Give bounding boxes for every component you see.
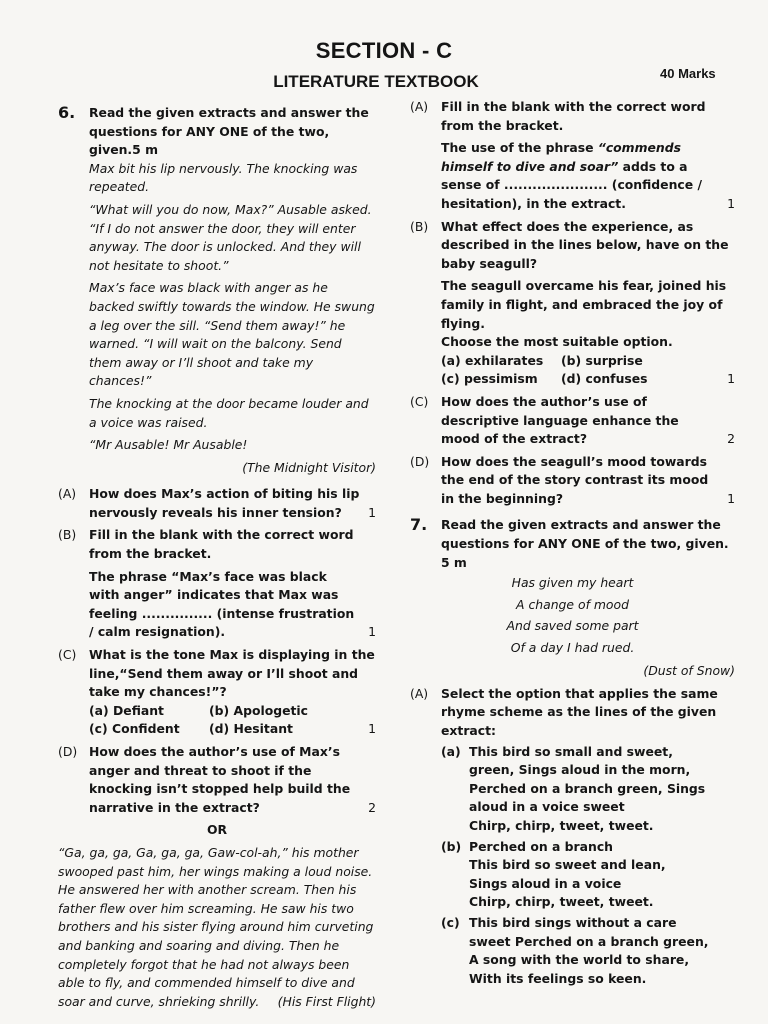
option[interactable]: (c) pessimism [441,371,538,387]
options-row [441,352,735,371]
sub-label: (B) [410,218,429,234]
question-number: 7. [410,515,428,535]
sub-quote: The seagull overcame his fear, joined his family in flight, and embraced the joy of flying. [441,278,727,331]
sub-marks: 1 [368,624,376,640]
extract-para: “What will you do now, Max?” Ausable asked. “If I do not answer the door, they will enter anyway. The door is unlocked. And they will not hesitate to shoot.” [89,201,372,273]
option[interactable]: (c) Confident [89,721,180,737]
section-subtitle: LITERATURE TEXTBOOK [273,72,479,91]
option[interactable]: (b) surprise [561,352,643,368]
option[interactable]: (a) exhilarates [441,352,544,368]
question-6 [58,104,376,481]
extract-source: (His First Flight) [277,994,376,1010]
poem-source: (Dust of Snow) [643,663,735,679]
extract-1 [89,160,376,455]
section-title: SECTION - C [315,38,453,63]
option[interactable]: (d) Hesitant [209,721,293,737]
option[interactable]: (b) Apologetic [209,702,309,718]
subquestion-6A [58,485,376,522]
right-column [410,99,735,994]
sub-marks: 1 [727,371,735,387]
extract-para: “Mr Ausable! Mr Ausable! [89,437,248,453]
sub-marks: 2 [727,431,735,447]
option[interactable]: (d) confuses [561,371,648,387]
subquestion-6-alt-C [410,393,735,449]
sub-label: (A) [410,99,429,114]
sub-text: Fill in the blank with the correct word from the bracket. [89,527,354,562]
sub-label: (D) [410,453,430,469]
option-label: (b) [441,838,462,854]
or-divider: OR [206,822,228,838]
sub-label: (B) [58,527,77,543]
question-marks: 5 m [132,142,158,158]
option-label: (a) [441,743,461,759]
sub-label: (A) [410,685,429,701]
extract-para: The knocking at the door became louder and a voice was raised. [89,395,369,430]
extract-2: “Ga, ga, ga, Ga, ga, ga, Gaw-col-ah,” his mother swooped past him, her wings making a loud noise. He answered her with another scream. Then his father flew over him screaming. He saw his two brothers and his sister flying around him curveting and banking and soaring and diving. Then he completely forgot that he had not always been able to fly, and commended himself to dive and soar and curve, shrieking shrilly. [58,844,374,1009]
subquestion-6-alt-B [410,218,735,389]
sub-marks: 2 [368,799,376,815]
sub-marks: 1 [368,504,376,520]
sub-text: How does the author’s use of Max’s anger and threat to shoot if the knocking isn’t stopped help build the narrative in the extract? [89,744,351,815]
rhyme-option-c[interactable]: (c) This bird sings without a care sweet Perched on a branch green, A song with the world to share, With its feelings so keen. [441,914,735,988]
left-column [58,104,376,1016]
subquestion-6D [58,743,376,817]
question-instruction: Read the given extracts and answer the questions for ANY ONE of the two, given. 5 m [441,517,729,570]
option[interactable]: (a) Defiant [89,702,164,718]
poem-extract [410,572,735,658]
sub-detail: The phrase “Max’s face was black with anger” indicates that Max was feeling ............... (intense frustration / calm resignation). [89,568,355,640]
sub-text: How does Max’s action of biting his lip nervously reveals his inner tension? [89,486,360,520]
sub-marks: 1 [368,721,376,737]
sub-label: (C) [410,393,429,409]
question-instruction: Read the given extracts and answer the questions for ANY ONE of the two, given.5 m [89,105,369,158]
poem-line: Has given my heart [511,575,634,591]
sub-marks: 1 [727,490,735,506]
sub-marks: 1 [727,195,735,211]
sub-label: (C) [58,647,77,663]
extract-para: Max bit his lip nervously. The knocking was repeated. [89,160,358,195]
sub-label: (D) [58,744,78,759]
rhyme-option-a[interactable]: (a) This bird so small and sweet, green, Sings aloud in the morn, Perched on a branch green, Sings aloud in a voice sweet Chirp, chirp, tweet, tweet. [441,743,735,836]
poem-line: Of a day I had rued. [510,639,635,655]
section-marks: 40 Marks [660,66,716,81]
sub-text: Fill in the blank with the correct word from the bracket. [441,99,706,133]
sub-detail: The use of the phrase “commends himself to dive and soar” adds to a sense of ...................... (confidence / hesitation), in the extract. [441,140,702,211]
subquestion-7A [410,685,735,991]
question-7 [410,516,735,572]
question-marks: 5 m [441,554,467,570]
sub-text: What is the tone Max is displaying in the line,“Send them away or I’ll shoot and take my chances!”? [89,647,375,700]
sub-text: What effect does the experience, as described in the lines below, have on the baby seagull? [441,218,729,271]
poem-line: A change of mood [516,596,629,612]
subquestion-6-alt-D [410,453,735,509]
sub-label: (A) [58,486,77,502]
extract-source: (The Midnight Visitor) [242,459,376,475]
extract-para: Max’s face was black with anger as he backed swiftly towards the window. He swung a leg over the sill. “Send them away!” he warned. “I will wait on the balcony. Send them away or I’ll shoot and take my chances!” [89,280,375,389]
sub-text: How does the author’s use of descriptive language enhance the mood of the extract? [441,393,679,447]
sub-text: How does the seagull’s mood towards the end of the story contrast its mood in the beginning? [441,453,709,506]
poem-line: And saved some part [506,618,639,634]
question-number: 6. [58,103,76,122]
subquestion-6B [58,526,376,642]
options-row [89,702,376,721]
option-label: (c) [441,914,460,930]
rhyme-option-b[interactable]: (b) Perched on a branch This bird so sweet and lean, Sings aloud in a voice Chirp, chirp, tweet, tweet. [441,838,735,912]
subquestion-6C [58,646,376,739]
sub-text: Select the option that applies the same rhyme scheme as the lines of the given extract: [441,685,718,739]
sub-prompt: Choose the most suitable option. [441,334,673,350]
subquestion-6-alt-A [410,98,735,214]
